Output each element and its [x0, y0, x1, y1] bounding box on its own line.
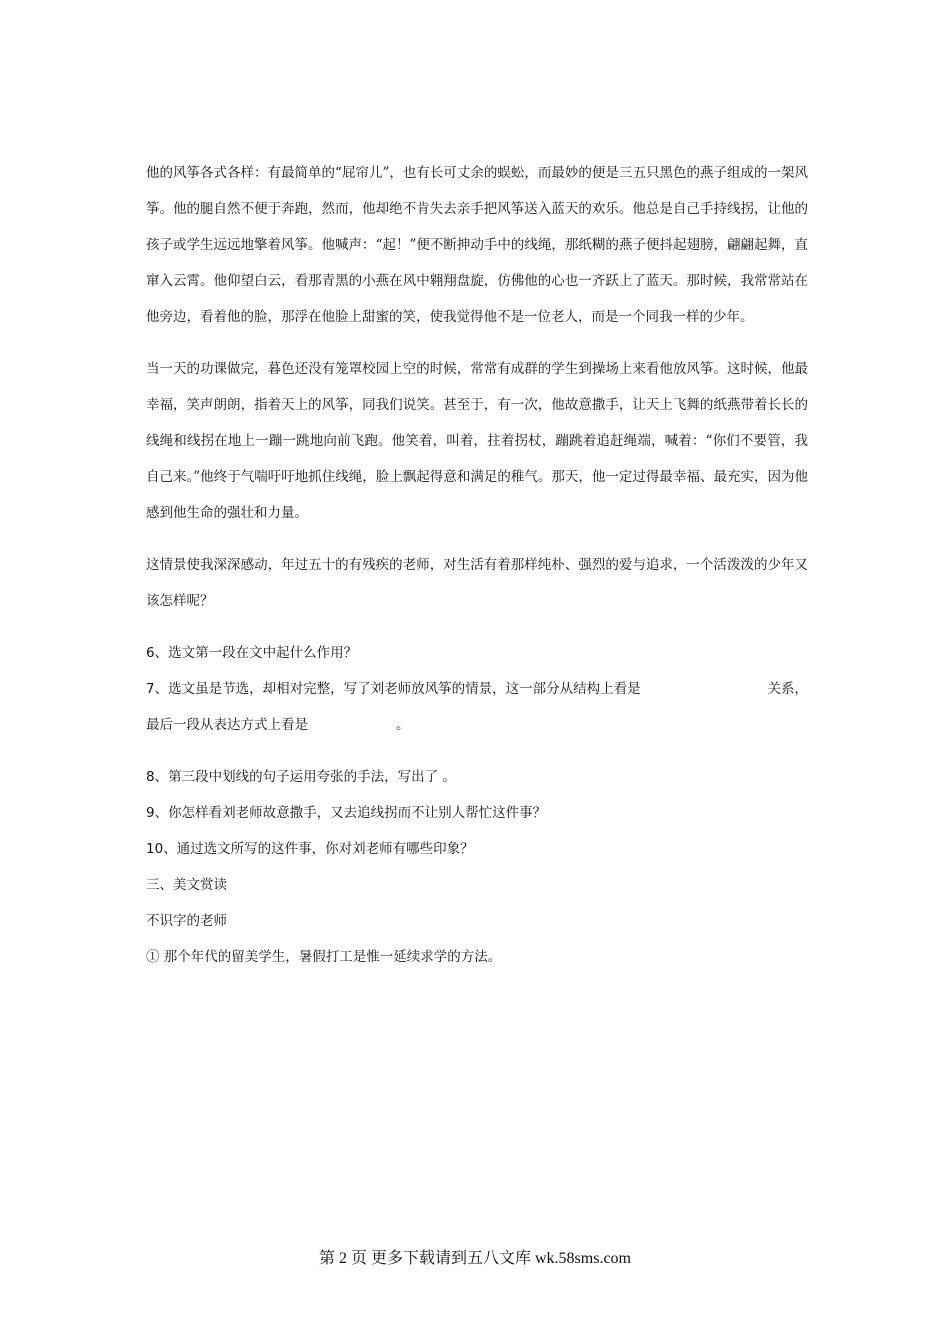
- article-paragraph-1: ① 那个年代的留美学生，暑假打工是惟一延续求学的方法。: [146, 949, 502, 965]
- question-7-line-1: [146, 671, 808, 707]
- question-7-relation-label: 关系，: [767, 681, 808, 697]
- question-text: 最后一段从表达方式上看是: [146, 717, 308, 733]
- question-number: 9: [146, 805, 155, 821]
- question-text: 、通过选文所写的这件事，你对刘老师有哪些印象？: [163, 841, 474, 857]
- question-text-end: 。: [396, 717, 410, 733]
- page-footer: 第 2 页 更多下载请到五八文库 wk.58sms.com: [318, 1250, 631, 1267]
- question-7-line-2: [146, 707, 808, 743]
- page-content: [146, 155, 808, 975]
- question-6: [146, 635, 808, 671]
- question-text: 、你怎样看刘老师故意撒手，又去追线拐而不让别人帮忙这件事？: [154, 805, 547, 821]
- question-number: 6: [146, 645, 155, 661]
- section-heading: 三、美文赏读: [146, 877, 227, 893]
- question-number: 8: [146, 769, 155, 785]
- question-number: 10: [146, 841, 164, 857]
- question-number: 7: [146, 681, 155, 697]
- article-title: 不识字的老师: [146, 913, 227, 929]
- paragraph-kite-styles: 他的风筝各式各样：有最简单的“屁帘儿”，也有长可丈余的蜈蚣，而最妙的便是三五只黑色的燕子组成的一架风筝。他的腿自然不便于奔跑，然而，他却绝不肯失去亲手把风筝送入蓝天的欢乐。他总是自己手持线拐，让他的孩子或学生远远地擎着风筝。他喊声：“起！”便不断抻动手中的线绳，那纸糊的燕子便抖起翅膀，翩翩起舞，直窜入云霄。他仰望白云，看那青黑的小燕在风中翱翔盘旋，仿佛他的心也一齐跃上了蓝天。那时候，我常常站在他旁边，看着他的脸，那浮在他脸上甜蜜的笑，使我觉得他不是一位老人，而是一个同我一样的少年。: [146, 165, 808, 325]
- paragraph-after-class: 当一天的功课做完，暮色还没有笼罩校园上空的时候，常常有成群的学生到操场上来看他放风筝。这时候，他最幸福，笑声朗朗，指着天上的风筝，同我们说笑。甚至于，有一次，他故意撒手，让天上飞舞的纸燕带着长长的线绳和线拐在地上一蹦一跳地向前飞跑。他笑着，叫着，拄着拐杖，蹦跳着追赶绳端，喊着：“你们不要管，我自己来。”他终于气喘吁吁地抓住线绳，脸上飘起得意和满足的稚气。那天，他一定过得最幸福、最充实，因为他感到他生命的强壮和力量。: [146, 361, 808, 521]
- question-text: 、第三段中划线的句子运用夸张的手法，写出了 。: [154, 769, 456, 785]
- question-8: [146, 759, 808, 795]
- question-text: 、选文虽是节选，却相对完整，写了刘老师放风筝的情景，这一部分从结构上看是: [154, 681, 641, 697]
- question-9: [146, 795, 808, 831]
- question-10: [146, 831, 808, 867]
- paragraph-moved: 这情景使我深深感动，年过五十的有残疾的老师，对生活有着那样纯朴、强烈的爱与追求，一个活泼泼的少年又该怎样呢？: [146, 557, 808, 609]
- question-text: 、选文第一段在文中起什么作用？: [154, 645, 358, 661]
- question-7: [146, 671, 808, 743]
